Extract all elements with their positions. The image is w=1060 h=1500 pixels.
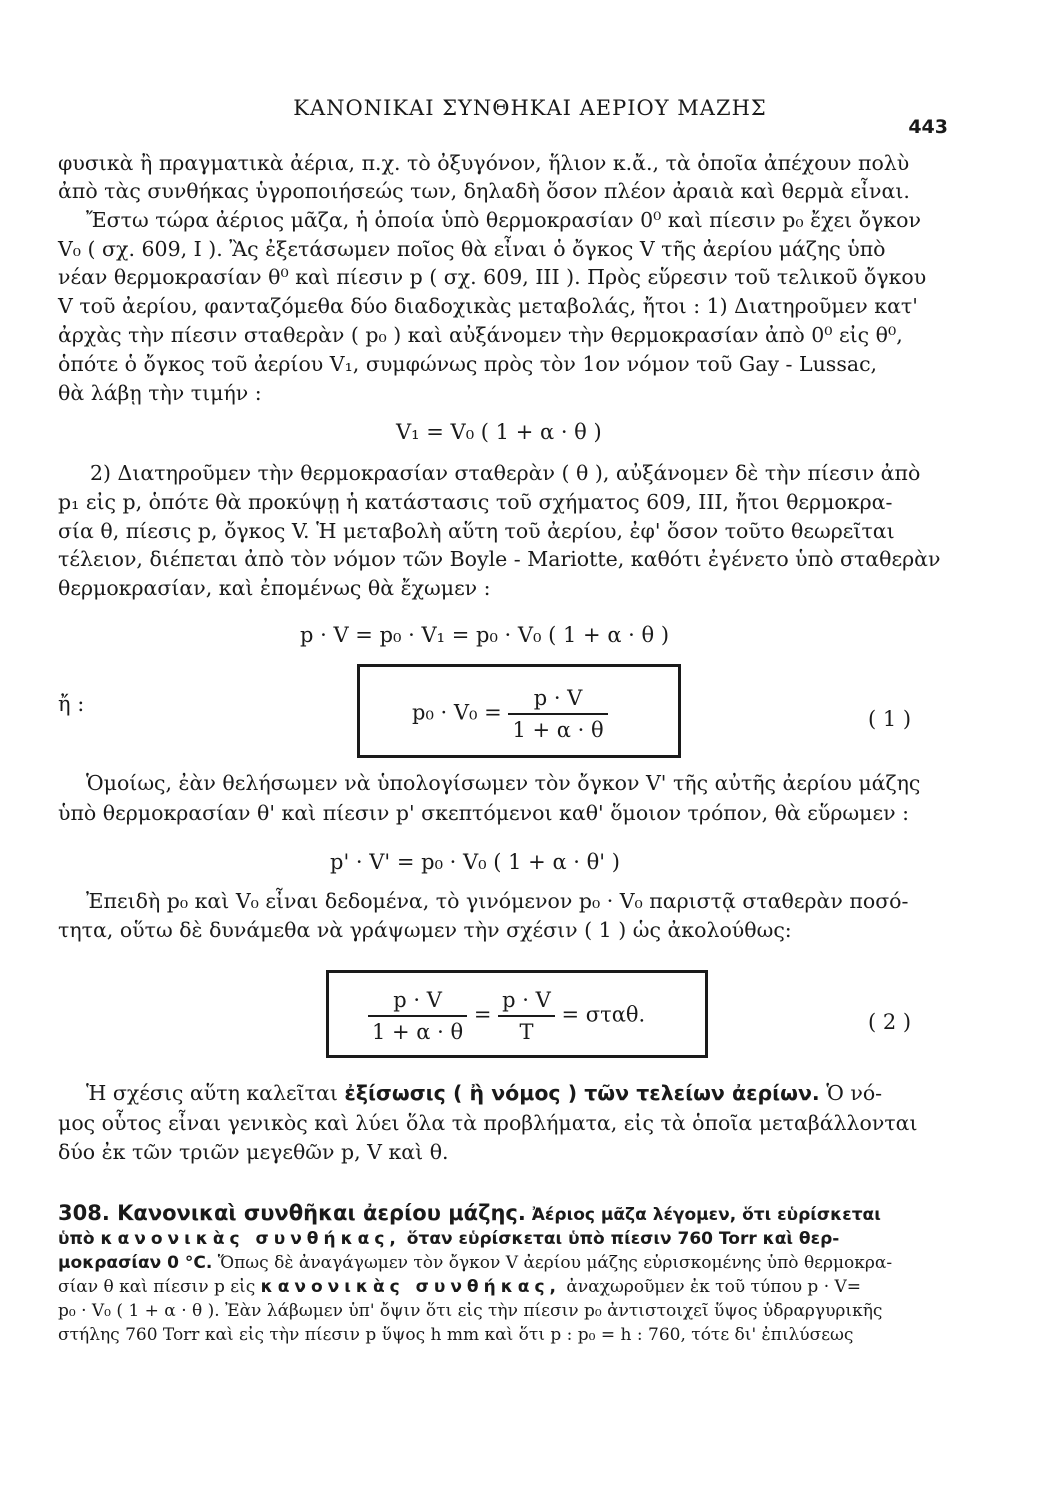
equation-2-rhs: = σταθ. [561, 1002, 646, 1027]
equation-pv: p · V = p₀ · V₁ = p₀ · V₀ ( 1 + α · θ ) [300, 623, 670, 647]
running-title: ΚΑΝΟΝΙΚΑΙ ΣΥΝΘΗΚΑΙ ΑΕΡΙΟΥ ΜΑΖΗΣ [293, 96, 767, 120]
equation-1-label: ( 1 ) [868, 707, 912, 731]
page-number: 443 [908, 116, 948, 138]
text-line: νέαν θερμοκρασίαν θ⁰ καὶ πίεσιν p ( σχ. 609, III ). Πρὸς εὕρεσιν τοῦ τελικοῦ ὄγκου [58, 265, 927, 289]
text-line [86, 1080, 986, 1106]
text-line: ἀπὸ τὰς συνθήκας ὑγροποιήσεώς των, δηλαδὴ ὅσον πλέον ἀραιὰ καὶ θερμὰ εἶναι. [58, 179, 910, 203]
equation-2 [368, 985, 645, 1047]
section-text: Ἀέριος μᾶζα λέγομεν, ὅτι εὑρίσκεται [525, 1205, 881, 1225]
section-line: p₀ · V₀ ( 1 + α · θ ). Ἐὰν λάβωμεν ὑπ' ὄψιν ὅτι εἰς τὴν πίεσιν p₀ ἀντιστοιχεῖ ὕψος ὑδραργυρικῆς [58, 1301, 883, 1321]
equation-v1: V₁ = V₀ ( 1 + α · θ ) [396, 420, 602, 444]
section-text: ὑπὸ [58, 1229, 101, 1249]
section-bold-text: μοκρασίαν 0 °C. [58, 1253, 213, 1273]
equation-2-numerator-1: p · V [368, 985, 467, 1017]
text-line: θερμοκρασίαν, καὶ ἐπομένως θὰ ἔχωμεν : [58, 576, 491, 600]
equation-1-lhs: p₀ · V₀ = [412, 700, 502, 725]
section-title: 308. Κανονικαὶ συνθῆκαι ἀερίου μάζης. [58, 1201, 526, 1225]
para5-text-a: Ἡ σχέσις αὕτη καλεῖται [86, 1081, 345, 1105]
text-line: ὁπότε ὁ ὄγκος τοῦ ἀερίου V₁, συμφώνως πρὸς τὸν 1ον νόμον τοῦ Gay - Lussac, [58, 352, 878, 376]
text-line: 2) Διατηροῦμεν τὴν θερμοκρασίαν σταθερὰν ( θ ), αὐξάνομεν δὲ τὴν πίεσιν ἀπὸ [90, 461, 921, 485]
text-line: σία θ, πίεσις p, ὄγκος V. Ἡ μεταβολὴ αὕτη τοῦ ἀερίου, ἐφ' ὅσον τοῦτο θεωρεῖται [58, 519, 895, 543]
equation-prime: p' · V' = p₀ · V₀ ( 1 + α · θ' ) [330, 850, 620, 874]
text-line: Ἔστω τώρα ἀέριος μᾶζα, ἡ ὁποία ὑπὸ θερμοκρασίαν 0⁰ καὶ πίεσιν p₀ ἔχει ὄγκον [86, 208, 921, 232]
para5-text-c: Ὁ νό- [819, 1081, 883, 1105]
text-line: θὰ λάβῃ τὴν τιμήν : [58, 381, 262, 405]
text-line: φυσικὰ ἢ πραγματικὰ ἀέρια, π.χ. τὸ ὀξυγόνον, ἥλιον κ.ἄ., τὰ ὁποῖα ἀπέχουν πολὺ [58, 151, 910, 175]
text-line: τέλειον, διέπεται ἀπὸ τὸν νόμον τῶν Boyle - Mariotte, καθότι ἐγένετο ὑπὸ σταθερὰν [58, 547, 941, 571]
section-line: στήλης 760 Torr καὶ εἰς τὴν πίεσιν p ὕψος h mm καὶ ὅτι p : p₀ = h : 760, τότε δι' ἐπιλύσεως [58, 1325, 854, 1345]
equation-2-numerator-2: p · V [498, 985, 555, 1017]
text-line: ὑπὸ θερμοκρασίαν θ' καὶ πίεσιν p' σκεπτόμενοι καθ' ὅμοιον τρόπον, θὰ εὕρωμεν : [58, 801, 909, 825]
spaced-emphasis: κανονικὰς συνθήκας, [260, 1277, 561, 1297]
section-text: σίαν θ καὶ πίεσιν p εἰς [58, 1277, 261, 1297]
equation-2-label: ( 2 ) [868, 1010, 912, 1034]
text-line: V τοῦ ἀερίου, φανταζόμεθα δύο διαδοχικὰς μεταβολάς, ἤτοι : 1) Διατηροῦμεν κατ' [58, 294, 918, 318]
text-line: ἀρχὰς τὴν πίεσιν σταθερὰν ( p₀ ) καὶ αὐξάνομεν τὴν θερμοκρασίαν ἀπὸ 0⁰ εἰς θ⁰, [58, 323, 903, 347]
text-line: μος οὗτος εἶναι γενικὸς καὶ λύει ὅλα τὰ προβλήματα, εἰς τὰ ὁποῖα μεταβάλλονται [58, 1111, 918, 1135]
equation-2-fraction-2 [498, 985, 555, 1047]
equation-2-denominator-2: T [519, 1020, 534, 1044]
law-name-bold: ἐξίσωσις ( ἢ νόμος ) τῶν τελείων ἀερίων. [344, 1081, 820, 1105]
text-line: V₀ ( σχ. 609, I ). Ἂς ἐξετάσωμεν ποῖος θὰ εἶναι ὁ ὄγκος V τῆς ἀερίου μάζης ὑπὸ [58, 237, 886, 261]
section-text: ὅταν εὑρίσκεται ὑπὸ πίεσιν 760 Torr καὶ θερ- [400, 1229, 840, 1249]
section-text: Ὅπως δὲ ἀναγάγωμεν τὸν ὄγκον V ἀερίου μάζης εὑρισκομένης ὑπὸ θερμοκρα- [212, 1253, 893, 1273]
equation-1-numerator: p · V [508, 683, 607, 715]
section-text: ἀναχωροῦμεν ἐκ τοῦ τύπου p · V= [561, 1277, 862, 1297]
equation-1 [412, 683, 608, 745]
section-heading-line [58, 1200, 958, 1228]
text-line: δύο ἐκ τῶν τριῶν μεγεθῶν p, V καὶ θ. [58, 1140, 449, 1164]
or-prefix: ἤ : [58, 692, 85, 716]
text-line: p₁ εἰς p, ὁπότε θὰ προκύψῃ ἡ κατάστασις τοῦ σχήματος 609, III, ἤτοι θερμοκρα- [58, 490, 893, 514]
equation-2-equals: = [473, 1002, 492, 1027]
section-line [58, 1252, 958, 1274]
section-line [58, 1276, 958, 1298]
equation-2-fraction-1 [368, 985, 467, 1047]
equation-2-denominator-1: 1 + α · θ [372, 1020, 464, 1044]
equation-1-fraction [508, 683, 607, 745]
equation-1-denominator: 1 + α · θ [512, 718, 604, 742]
text-line: Ἐπειδὴ p₀ καὶ V₀ εἶναι δεδομένα, τὸ γινόμενον p₀ · V₀ παριστᾷ σταθερὰν ποσό- [86, 889, 909, 913]
section-line [58, 1228, 958, 1250]
text-line: τητα, οὕτω δὲ δυνάμεθα νὰ γράψωμεν τὴν σχέσιν ( 1 ) ὡς ἀκολούθως: [58, 918, 792, 942]
spaced-emphasis: κανονικὰς συνθήκας, [100, 1229, 401, 1249]
text-line: Ὁμοίως, ἐὰν θελήσωμεν νὰ ὑπολογίσωμεν τὸν ὄγκον V' τῆς αὐτῆς ἀερίου μάζης [86, 771, 921, 795]
